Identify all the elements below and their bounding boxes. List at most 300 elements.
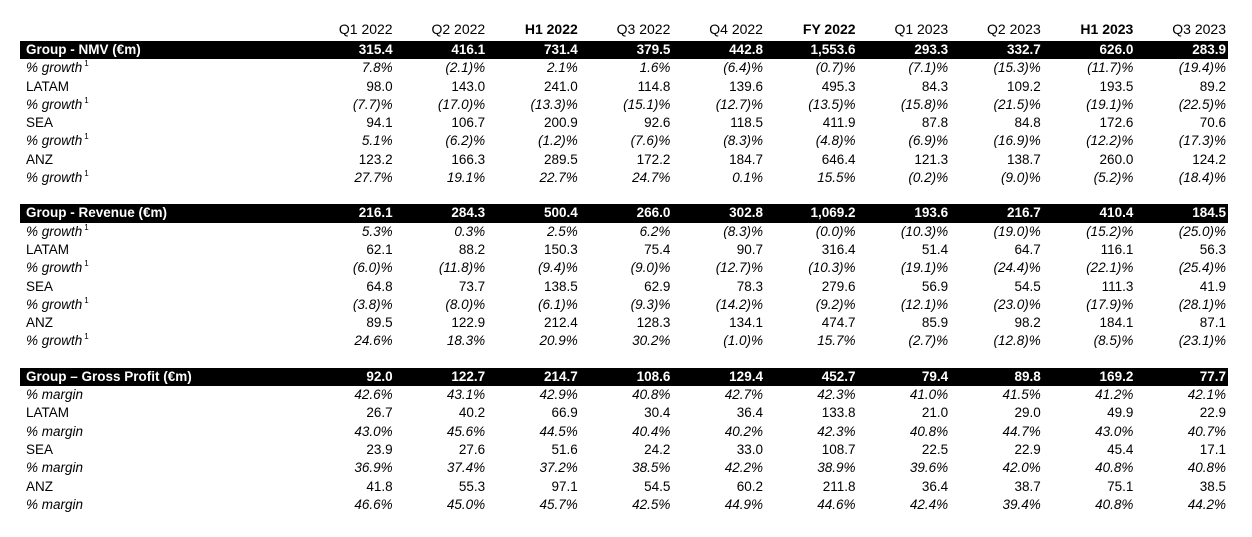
value-cell: 27.6 bbox=[458, 441, 486, 457]
value-cell: 138.5 bbox=[543, 278, 578, 294]
value-cell: (7.6)% bbox=[630, 133, 671, 149]
value-cell: (19.0)% bbox=[993, 223, 1041, 239]
value-cell: 45.0% bbox=[446, 496, 486, 512]
row-label-text: % growth bbox=[26, 333, 83, 349]
value-cell: 40.4% bbox=[632, 423, 671, 439]
table-row bbox=[20, 314, 1228, 332]
value-cell: 5.1% bbox=[361, 133, 393, 149]
section-spacer bbox=[20, 351, 1228, 368]
value-cell: 46.6% bbox=[354, 496, 393, 512]
value-cell: 42.6% bbox=[354, 387, 393, 403]
value-cell: 40.7% bbox=[1187, 423, 1226, 439]
value-cell: 24.2 bbox=[644, 441, 671, 457]
value-cell: (7.7)% bbox=[352, 96, 393, 112]
value-cell: (17.0)% bbox=[437, 96, 486, 112]
value-cell: 20.9% bbox=[539, 333, 578, 349]
row-label-text: ANZ bbox=[26, 478, 53, 494]
table-row bbox=[20, 223, 1228, 241]
value-cell: 143.0 bbox=[451, 78, 486, 94]
row-label bbox=[20, 459, 302, 477]
section-total-cell: 284.3 bbox=[395, 204, 488, 222]
value-cell: 36.4 bbox=[921, 478, 949, 494]
value-cell: (8.0)% bbox=[445, 296, 486, 312]
row-label-text: SEA bbox=[26, 441, 54, 457]
section-total-cell: 89.8 bbox=[950, 368, 1043, 386]
row-label bbox=[20, 386, 302, 404]
value-cell: (23.1)% bbox=[1178, 333, 1226, 349]
section-total-cell: 184.5 bbox=[1135, 204, 1228, 222]
section-total-cell: 214.7 bbox=[487, 368, 580, 386]
value-cell: 97.1 bbox=[551, 478, 578, 494]
value-cell: 124.2 bbox=[1192, 151, 1226, 167]
section-total-cell: 266.0 bbox=[580, 204, 673, 222]
value-cell: 42.0% bbox=[1002, 460, 1041, 476]
value-cell: 41.2% bbox=[1095, 387, 1134, 403]
table-row bbox=[20, 169, 1228, 187]
value-cell: 75.1 bbox=[1107, 478, 1134, 494]
value-cell: 24.7% bbox=[632, 170, 671, 186]
value-cell: 42.3% bbox=[817, 423, 856, 439]
value-cell: 22.9 bbox=[1199, 405, 1226, 421]
value-cell: (6.0)% bbox=[352, 260, 393, 276]
column-header: Q2 2023 bbox=[987, 21, 1041, 37]
section-total-cell: 315.4 bbox=[302, 41, 395, 59]
table-row bbox=[20, 59, 1228, 77]
value-cell: 51.4 bbox=[921, 241, 949, 257]
value-cell: 42.9% bbox=[539, 387, 578, 403]
row-label-text: ANZ bbox=[26, 151, 53, 167]
value-cell: 0.1% bbox=[732, 170, 763, 186]
value-cell: 150.3 bbox=[543, 241, 578, 257]
value-cell: 44.5% bbox=[539, 423, 578, 439]
value-cell: 122.9 bbox=[451, 315, 486, 331]
row-label bbox=[20, 278, 302, 296]
row-label-text: SEA bbox=[26, 278, 54, 294]
value-cell: 172.6 bbox=[1099, 115, 1134, 131]
section-total-cell: 500.4 bbox=[487, 204, 580, 222]
section-total-cell: 216.7 bbox=[950, 204, 1043, 222]
value-cell: (0.0)% bbox=[815, 223, 856, 239]
value-cell: 40.8% bbox=[1095, 496, 1134, 512]
column-header-row bbox=[20, 17, 1228, 41]
row-label-text: % growth bbox=[26, 170, 83, 186]
row-label bbox=[20, 78, 302, 96]
value-cell: (13.3)% bbox=[530, 96, 578, 112]
value-cell: 45.7% bbox=[539, 496, 578, 512]
value-cell: 118.5 bbox=[730, 115, 763, 131]
value-cell: (6.1)% bbox=[538, 296, 578, 312]
section-total-cell: 293.3 bbox=[858, 41, 951, 59]
value-cell: (8.3)% bbox=[723, 223, 763, 239]
value-cell: 89.2 bbox=[1199, 78, 1226, 94]
value-cell: (18.4)% bbox=[1178, 170, 1226, 186]
value-cell: 24.6% bbox=[354, 333, 393, 349]
value-cell: (12.8)% bbox=[993, 333, 1041, 349]
section-total-cell: 332.7 bbox=[950, 41, 1043, 59]
row-label bbox=[20, 223, 302, 241]
value-cell: 184.7 bbox=[729, 151, 763, 167]
value-cell: 212.4 bbox=[543, 315, 578, 331]
value-cell: 38.7 bbox=[1014, 478, 1041, 494]
value-cell: (2.7)% bbox=[908, 333, 949, 349]
section-title: Group - NMV (€m) bbox=[20, 41, 302, 59]
row-label bbox=[20, 114, 302, 132]
value-cell: 114.8 bbox=[637, 78, 671, 94]
value-cell: (14.2)% bbox=[715, 296, 763, 312]
value-cell: 42.2% bbox=[724, 460, 763, 476]
value-cell: (22.5)% bbox=[1178, 96, 1226, 112]
row-label-text: % margin bbox=[26, 496, 84, 512]
row-label-text: % growth bbox=[26, 96, 83, 112]
value-cell: 44.6% bbox=[817, 496, 856, 512]
value-cell: (21.5)% bbox=[993, 96, 1041, 112]
value-cell: 64.7 bbox=[1014, 241, 1041, 257]
value-cell: (15.1)% bbox=[623, 96, 671, 112]
footnote-marker: 1 bbox=[84, 332, 89, 342]
value-cell: 94.1 bbox=[366, 115, 393, 131]
value-cell: 87.8 bbox=[921, 115, 949, 131]
value-cell: (12.7)% bbox=[715, 96, 763, 112]
column-header: H1 2023 bbox=[1080, 21, 1134, 37]
value-cell: 30.4 bbox=[644, 405, 671, 421]
column-header: Q3 2022 bbox=[616, 21, 671, 37]
value-cell: 2.1% bbox=[547, 60, 578, 76]
value-cell: (10.3)% bbox=[900, 223, 949, 239]
column-header: Q1 2023 bbox=[894, 21, 949, 37]
value-cell: 78.3 bbox=[736, 278, 763, 294]
row-label bbox=[20, 96, 302, 114]
value-cell: 64.8 bbox=[366, 278, 393, 294]
table-row bbox=[20, 259, 1228, 277]
value-cell: (1.2)% bbox=[538, 133, 578, 149]
footnote-marker: 1 bbox=[84, 59, 89, 69]
value-cell: 43.0% bbox=[354, 423, 393, 439]
value-cell: 30.2% bbox=[632, 333, 671, 349]
value-cell: 98.2 bbox=[1014, 315, 1041, 331]
value-cell: 40.2 bbox=[458, 405, 486, 421]
value-cell: 87.1 bbox=[1199, 315, 1226, 331]
value-cell: 18.3% bbox=[446, 333, 486, 349]
section-total-cell: 416.1 bbox=[395, 41, 488, 59]
value-cell: 411.9 bbox=[822, 115, 856, 131]
section-total-cell: 92.0 bbox=[302, 368, 395, 386]
value-cell: 42.3% bbox=[817, 387, 856, 403]
row-label-text: LATAM bbox=[26, 78, 70, 94]
value-cell: 7.8% bbox=[361, 60, 393, 76]
value-cell: 40.8% bbox=[632, 387, 671, 403]
column-header: Q4 2022 bbox=[709, 21, 763, 37]
value-cell: 42.5% bbox=[632, 496, 671, 512]
footnote-marker: 1 bbox=[84, 132, 89, 142]
value-cell: (1.0)% bbox=[723, 333, 763, 349]
value-cell: 89.5 bbox=[366, 315, 393, 331]
value-cell: 21.0 bbox=[921, 405, 949, 421]
value-cell: (12.2)% bbox=[1086, 133, 1134, 149]
value-cell: 70.6 bbox=[1199, 115, 1226, 131]
value-cell: 44.9% bbox=[724, 496, 763, 512]
value-cell: 106.7 bbox=[451, 115, 486, 131]
table-row bbox=[20, 478, 1228, 496]
footnote-marker: 1 bbox=[84, 259, 89, 269]
spacer-cell bbox=[20, 351, 1228, 368]
section-total-cell: 1,553.6 bbox=[765, 41, 858, 59]
value-cell: 495.3 bbox=[821, 78, 856, 94]
value-cell: 279.6 bbox=[821, 278, 856, 294]
row-label-text: LATAM bbox=[26, 241, 70, 257]
value-cell: 22.5 bbox=[921, 441, 949, 457]
row-label bbox=[20, 132, 302, 150]
footnote-marker: 1 bbox=[84, 95, 89, 105]
value-cell: 41.0% bbox=[909, 387, 949, 403]
row-label-text: % growth bbox=[26, 133, 83, 149]
row-label bbox=[20, 404, 302, 422]
row-label bbox=[20, 423, 302, 441]
value-cell: 54.5 bbox=[644, 478, 671, 494]
value-cell: 0.3% bbox=[454, 223, 486, 239]
value-cell: 62.1 bbox=[366, 241, 393, 257]
row-label bbox=[20, 314, 302, 332]
value-cell: (13.5)% bbox=[808, 96, 856, 112]
section-total-cell: 1,069.2 bbox=[765, 204, 858, 222]
value-cell: (19.1)% bbox=[900, 260, 949, 276]
section-total-cell: 452.7 bbox=[765, 368, 858, 386]
value-cell: 44.2% bbox=[1187, 496, 1226, 512]
value-cell: 56.3 bbox=[1199, 241, 1226, 257]
value-cell: (9.3)% bbox=[630, 296, 671, 312]
table-row bbox=[20, 151, 1228, 169]
value-cell: 55.3 bbox=[458, 478, 486, 494]
section-title: Group - Revenue (€m) bbox=[20, 204, 302, 222]
value-cell: 54.5 bbox=[1014, 278, 1041, 294]
section-total-cell: 77.7 bbox=[1135, 368, 1228, 386]
value-cell: (0.2)% bbox=[908, 170, 949, 186]
value-cell: 43.1% bbox=[446, 387, 486, 403]
value-cell: 42.1% bbox=[1187, 387, 1226, 403]
row-label bbox=[20, 169, 302, 187]
value-cell: 45.4 bbox=[1107, 441, 1134, 457]
value-cell: 36.9% bbox=[354, 460, 393, 476]
footnote-marker: 1 bbox=[84, 169, 89, 179]
value-cell: 172.2 bbox=[636, 151, 671, 167]
header-corner bbox=[20, 17, 302, 41]
row-label bbox=[20, 296, 302, 314]
table-row bbox=[20, 296, 1228, 314]
value-cell: (11.8)% bbox=[438, 260, 486, 276]
value-cell: (19.1)% bbox=[1086, 96, 1134, 112]
value-cell: 84.3 bbox=[921, 78, 949, 94]
value-cell: (25.0)% bbox=[1178, 223, 1226, 239]
row-label bbox=[20, 332, 302, 350]
value-cell: 33.0 bbox=[736, 441, 763, 457]
value-cell: (24.4)% bbox=[993, 260, 1041, 276]
value-cell: 289.5 bbox=[543, 151, 578, 167]
table-row bbox=[20, 332, 1228, 350]
section-total-cell: 79.4 bbox=[858, 368, 951, 386]
value-cell: 200.9 bbox=[543, 115, 578, 131]
value-cell: (6.9)% bbox=[908, 133, 949, 149]
value-cell: (6.4)% bbox=[723, 60, 763, 76]
value-cell: 56.9 bbox=[921, 278, 949, 294]
value-cell: 39.4% bbox=[1002, 496, 1041, 512]
value-cell: 38.5 bbox=[1199, 478, 1226, 494]
row-label-text: % margin bbox=[26, 423, 84, 439]
value-cell: 474.7 bbox=[821, 315, 856, 331]
value-cell: 88.2 bbox=[458, 241, 486, 257]
value-cell: 166.3 bbox=[451, 151, 486, 167]
value-cell: 128.3 bbox=[636, 315, 671, 331]
row-label bbox=[20, 496, 302, 514]
row-label-text: % growth bbox=[26, 60, 83, 76]
value-cell: 36.4 bbox=[736, 405, 763, 421]
value-cell: 98.0 bbox=[366, 78, 393, 94]
value-cell: (9.4)% bbox=[538, 260, 578, 276]
value-cell: 19.1% bbox=[446, 170, 486, 186]
value-cell: 22.9 bbox=[1014, 441, 1041, 457]
section-total-cell: 442.8 bbox=[672, 41, 765, 59]
value-cell: (5.2)% bbox=[1093, 170, 1134, 186]
value-cell: 49.9 bbox=[1107, 405, 1134, 421]
column-header: Q3 2023 bbox=[1172, 21, 1226, 37]
value-cell: (0.7)% bbox=[815, 60, 856, 76]
value-cell: 40.8% bbox=[1095, 460, 1134, 476]
footnote-marker: 1 bbox=[84, 295, 89, 305]
value-cell: (11.7)% bbox=[1087, 60, 1134, 76]
value-cell: 29.0 bbox=[1014, 405, 1041, 421]
value-cell: 27.7% bbox=[354, 170, 393, 186]
section-header-row bbox=[20, 204, 1228, 222]
value-cell: (9.0)% bbox=[630, 260, 671, 276]
value-cell: 23.9 bbox=[366, 441, 393, 457]
row-label-text: % growth bbox=[26, 260, 83, 276]
value-cell: (23.0)% bbox=[993, 296, 1041, 312]
row-label bbox=[20, 241, 302, 259]
value-cell: 92.6 bbox=[644, 115, 671, 131]
section-total-cell: 129.4 bbox=[672, 368, 765, 386]
kpi-table bbox=[20, 17, 1228, 514]
table-row bbox=[20, 459, 1228, 477]
value-cell: 646.4 bbox=[821, 151, 856, 167]
value-cell: 116.1 bbox=[1100, 241, 1134, 257]
row-label bbox=[20, 59, 302, 77]
column-header: H1 2022 bbox=[524, 21, 578, 37]
value-cell: 15.7% bbox=[817, 333, 856, 349]
table-row bbox=[20, 404, 1228, 422]
value-cell: (8.3)% bbox=[723, 133, 763, 149]
row-label-text: % margin bbox=[26, 387, 84, 403]
value-cell: 241.0 bbox=[543, 78, 578, 94]
value-cell: (15.8)% bbox=[900, 96, 949, 112]
value-cell: (17.3)% bbox=[1178, 133, 1226, 149]
value-cell: 73.7 bbox=[458, 278, 486, 294]
value-cell: 85.9 bbox=[921, 315, 949, 331]
footnote-marker: 1 bbox=[84, 222, 89, 232]
value-cell: 39.6% bbox=[909, 460, 949, 476]
value-cell: 43.0% bbox=[1095, 423, 1134, 439]
row-label-text: ANZ bbox=[26, 315, 53, 331]
row-label-text: SEA bbox=[26, 115, 54, 131]
value-cell: (12.7)% bbox=[715, 260, 763, 276]
value-cell: 42.7% bbox=[724, 387, 763, 403]
value-cell: 5.3% bbox=[361, 223, 393, 239]
table-row bbox=[20, 114, 1228, 132]
value-cell: 84.8 bbox=[1014, 115, 1041, 131]
value-cell: 62.9 bbox=[644, 278, 671, 294]
value-cell: 44.7% bbox=[1002, 423, 1041, 439]
value-cell: 111.3 bbox=[1101, 278, 1134, 294]
value-cell: 133.8 bbox=[821, 405, 856, 421]
value-cell: 121.3 bbox=[914, 151, 949, 167]
row-label-text: LATAM bbox=[26, 405, 70, 421]
value-cell: 260.0 bbox=[1099, 151, 1134, 167]
value-cell: 2.5% bbox=[547, 223, 578, 239]
value-cell: 123.2 bbox=[358, 151, 393, 167]
value-cell: 42.4% bbox=[909, 496, 949, 512]
column-header: FY 2022 bbox=[802, 21, 856, 37]
value-cell: (12.1)% bbox=[900, 296, 949, 312]
value-cell: 15.5% bbox=[817, 170, 856, 186]
value-cell: (15.3)% bbox=[993, 60, 1041, 76]
section-title: Group – Gross Profit (€m) bbox=[20, 368, 302, 386]
value-cell: 139.6 bbox=[729, 78, 763, 94]
value-cell: 108.7 bbox=[821, 441, 856, 457]
value-cell: 22.7% bbox=[539, 170, 578, 186]
value-cell: 193.5 bbox=[1099, 78, 1134, 94]
value-cell: 45.6% bbox=[446, 423, 486, 439]
value-cell: 1.6% bbox=[639, 60, 671, 76]
value-cell: (9.0)% bbox=[1000, 170, 1041, 186]
section-total-cell: 626.0 bbox=[1043, 41, 1136, 59]
value-cell: (9.2)% bbox=[815, 296, 856, 312]
section-total-cell: 122.7 bbox=[395, 368, 488, 386]
value-cell: 75.4 bbox=[644, 241, 671, 257]
value-cell: 41.8 bbox=[366, 478, 393, 494]
value-cell: 40.8% bbox=[1187, 460, 1226, 476]
value-cell: (10.3)% bbox=[808, 260, 856, 276]
value-cell: (3.8)% bbox=[352, 296, 393, 312]
spacer-cell bbox=[20, 187, 1228, 204]
table-row bbox=[20, 496, 1228, 514]
value-cell: (28.1)% bbox=[1178, 296, 1226, 312]
value-cell: 26.7 bbox=[366, 405, 393, 421]
table-row bbox=[20, 241, 1228, 259]
value-cell: 6.2% bbox=[639, 223, 671, 239]
section-total-cell: 379.5 bbox=[580, 41, 673, 59]
value-cell: 51.6 bbox=[551, 441, 578, 457]
row-label bbox=[20, 441, 302, 459]
value-cell: 184.1 bbox=[1099, 315, 1134, 331]
column-header: Q1 2022 bbox=[338, 21, 393, 37]
section-total-cell: 216.1 bbox=[302, 204, 395, 222]
value-cell: 40.2% bbox=[724, 423, 763, 439]
section-total-cell: 731.4 bbox=[487, 41, 580, 59]
value-cell: (7.1)% bbox=[908, 60, 949, 76]
value-cell: 109.2 bbox=[1006, 78, 1041, 94]
table-row bbox=[20, 78, 1228, 96]
column-header: Q2 2022 bbox=[431, 21, 486, 37]
section-total-cell: 283.9 bbox=[1135, 41, 1228, 59]
section-total-cell: 193.6 bbox=[858, 204, 951, 222]
value-cell: 138.7 bbox=[1006, 151, 1041, 167]
value-cell: (6.2)% bbox=[445, 133, 486, 149]
section-header-row bbox=[20, 368, 1228, 386]
value-cell: (16.9)% bbox=[993, 133, 1041, 149]
section-header-row bbox=[20, 41, 1228, 59]
value-cell: 37.2% bbox=[539, 460, 578, 476]
value-cell: 90.7 bbox=[736, 241, 763, 257]
section-spacer bbox=[20, 187, 1228, 204]
value-cell: 41.5% bbox=[1002, 387, 1041, 403]
value-cell: 316.4 bbox=[821, 241, 856, 257]
